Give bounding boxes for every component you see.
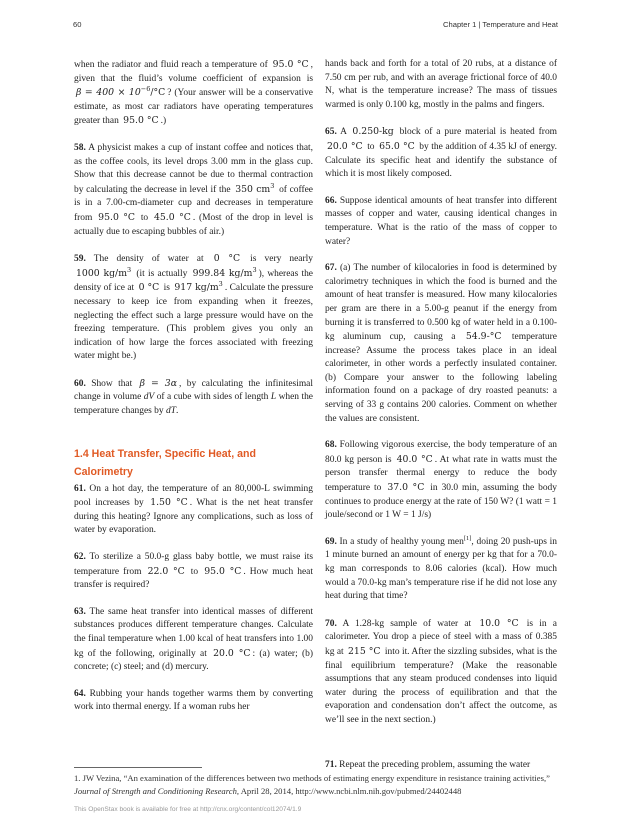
problem-70: 70. A 1.28-kg sample of water at 10.0 °C is in a calorimeter. You drop a piece of steel with a mass of 0.385 kg at 215 °C into it. After the sizzling subsides, what is the final equilibrium temperature? (Make the reasonable assumptions that any steam produced condenses into liquid water during the process of equilibration and that the evaporation and condensation don’t affect the outcome, as we’ll see in the next section.) [325, 617, 558, 725]
chapter-title: Chapter 1 | Temperature and Heat [443, 20, 558, 29]
footnote-divider [74, 767, 202, 768]
problem-67: 67. (a) The number of kilocalories in food is determined by calorimetry techniques in which the food is burned and the amount of heat transfer is measured. How many kilocalories per gram are there in a 5.00-g peanut if the energy from burning it is transferred to 0.500 kg of water held in a 0.100-kg aluminum cup, causing a 54.9-°C temperature increase? Assume the process takes place in an ideal calorimeter, in other words a perfectly insulated container. (b) Compare your answer to the following labeling information found on a package of dry roasted peanuts: a serving of 33 g contains 200 calories. Comment on whether the values are consistent. [325, 263, 557, 424]
problem-65: 65. A 0.250-kg block of a pure material is heated from 20.0 °C to 65.0 °C by the addition of 4.35 kJ of energy. Calculate its specific heat and identify the substance of which it is most likely composed. [325, 126, 558, 180]
right-column [325, 58, 557, 741]
problem-60: 60. Show that β = 3α , by calculating the infinitesimal change in volume dV of a cube with sides of length L when the temperature changes by dT. [74, 377, 313, 417]
problem-69: 69. In a study of healthy young men[1], doing 20 push-ups in 1 minute burned an amount of energy per kg that for a 70.0-kg man corresponds to 8.06 calories (kcal). How much would a 70.0-kg man’s temperature rise if he did not lose any heat during that time? [325, 534, 557, 602]
footnote-ref[interactable]: [1] [463, 534, 472, 542]
problem-58: 58. A physicist makes a cup of instant coffee and notices that, as the coffee cools, its level drops 3.00 mm in the glass cup. Show that this decrease cannot be due to thermal contraction by calculating the decrease in level if the 350 $cm^3$ of coffee is in a 7.00-cm-diameter cup and decreases in temperature from 95.0 °C to 45.0 °C . (Most of the drop in level is actually due to escaping bubbles of air.) [74, 142, 313, 237]
page-number: 60 [73, 20, 82, 29]
left-column [74, 58, 313, 728]
page-footer: This OpenStax book is available for free at http://cnx.org/content/col12074/1.9 [74, 806, 302, 813]
problem-66: 66. Suppose identical amounts of heat transfer into different masses of copper and water, causing identical changes in temperature. What is the ratio of the mass of copper to water? [325, 195, 557, 247]
problem-59: 59. The density of water at 0 °C is very nearly 1000 $kg/m^3$ (it is actually 999.84 $kg/m^3$ ), whereas the density of ice at 0 °C is 917 $kg/m^3$ . Calculate the pressure necessary to keep ice from expanding when it freezes, neglecting the effect such a large pressure would have on the freezing temperature. (This problem gives you only an indication of how large the forces associated with freezing water might be.) [74, 253, 314, 362]
problem-57-continued: when the radiator and fluid reach a temperature of 95.0 °C , given that the fluid’s volume coefficient of expansion is $\beta = 400 \times 10^{-6}/^\circ C$ ? (Your answer will be a conservative estimate, as most car radiators have operating temperatures greater than 95.0 °C .) [74, 59, 313, 127]
footnote: 1. JW Vezina, “An examination of the differences between two methods of estimating energy expenditure in resistance training activities,” Journal of Strength and Conditioning Research, April 28, 2014, http://www.ncbi.nlm.nih.gov/pubmed/24402448 [74, 773, 550, 796]
page-header [73, 20, 558, 36]
problem-64: 64. Rubbing your hands together warms them by converting work into thermal energy. If a woman rubs her [74, 688, 313, 713]
problem-71: 71. Repeat the preceding problem, assuming the water [325, 760, 531, 770]
problem-61: 61. On a hot day, the temperature of an 80,000-L swimming pool increases by 1.50 °C . What is the net heat transfer during this heating? Ignore any complications, such as loss of water by evaporation. [74, 483, 313, 536]
problem-68: 68. Following vigorous exercise, the body temperature of an 80.0 kg person is 40.0 °C . At what rate in watts must the person transfer thermal energy to reduce the body temperature to 37.0 °C in 30.0 min, assuming the body continues to produce energy at the rate of 150 W? (1 watt = 1 joule/second or 1 W = 1 J/s) [325, 440, 557, 521]
problem-62: 62. To sterilize a 50.0-g glass baby bottle, we must raise its temperature from 22.0 °C to 95.0 °C . How much heat transfer is required? [74, 552, 313, 591]
section-heading: 1.4 Heat Transfer, Specific Heat, and Calorimetry [74, 447, 256, 478]
problem-64-continued: hands back and forth for a total of 20 rubs, at a distance of 7.50 cm per rub, and with an average frictional force of 40.0 N, what is the temperature increase? The mass of tissues warmed is only 0.100 kg, mostly in the palms and fingers. [325, 59, 557, 110]
problem-63: 63. The same heat transfer into identical masses of different substances produces different temperature changes. Calculate the final temperature when 1.00 kcal of heat transfers into 1.00 kg of the following, originally at 20.0 °C : (a) water; (b) concrete; (c) steel; and (d) mercury. [74, 606, 313, 673]
